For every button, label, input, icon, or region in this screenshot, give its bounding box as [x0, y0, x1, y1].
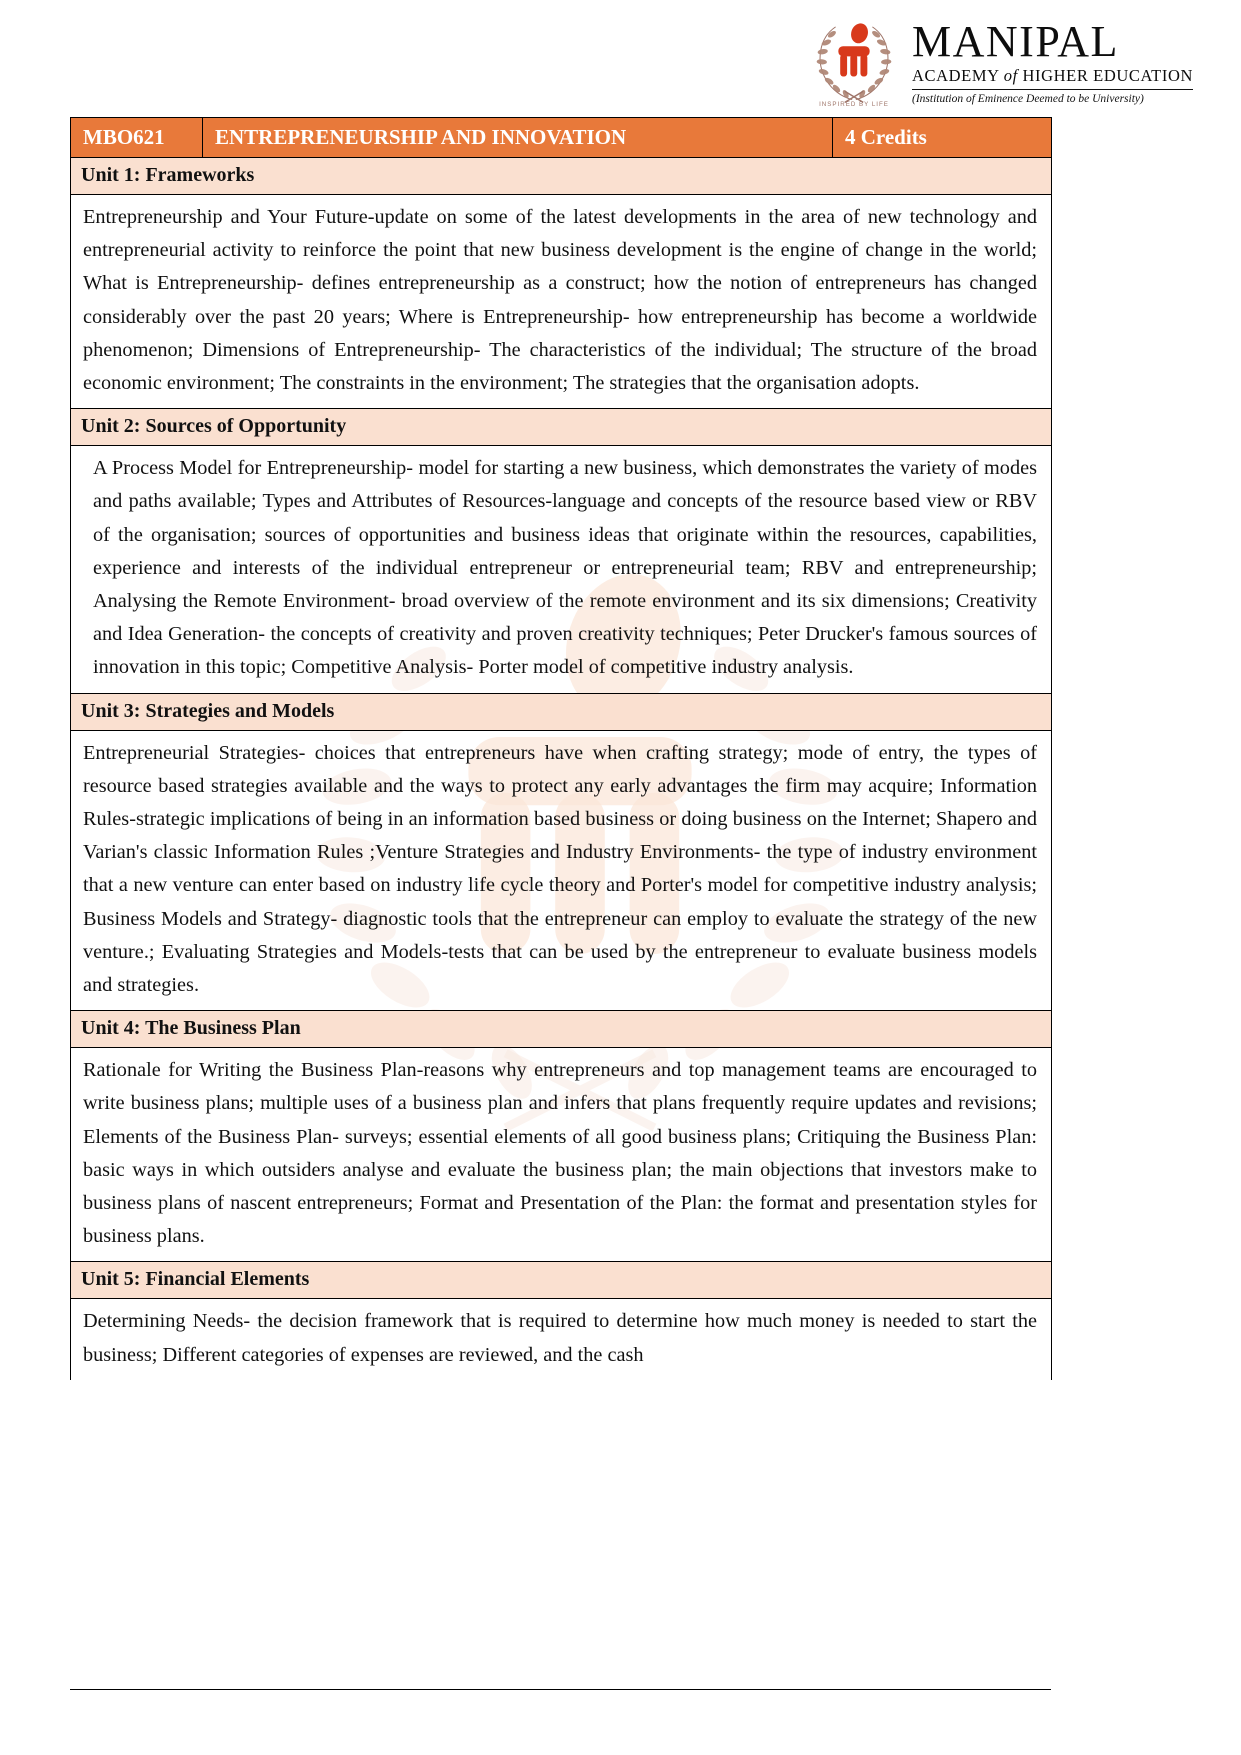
unit-heading-row: [71, 158, 1052, 195]
unit-body-row: [71, 446, 1052, 693]
unit-heading-row: [71, 1262, 1052, 1299]
logo-wordmark: MANIPAL: [912, 17, 1119, 66]
course-header-row: [71, 118, 1052, 158]
unit-body-row: [71, 1048, 1052, 1262]
logo-academy-line: [912, 66, 1193, 86]
unit-body-row: [71, 1299, 1052, 1380]
unit-heading-row: [71, 693, 1052, 730]
unit-heading-row: [71, 409, 1052, 446]
unit-body-row: [71, 195, 1052, 409]
logo-higher-education-word: HIGHER EDUCATION: [1022, 66, 1193, 85]
unit-heading-row: [71, 1011, 1052, 1048]
logo-of-word: of: [1003, 66, 1018, 85]
unit-3-heading: Unit 3: Strategies and Models: [71, 693, 1052, 730]
unit-5-heading: Unit 5: Financial Elements: [71, 1262, 1052, 1299]
unit-4-body: Rationale for Writing the Business Plan-reasons why entrepreneurs and top management teams are encouraged to write business plans; multiple uses of a business plan and infers that plans frequently require updates and revisions; Elements of the Business Plan- surveys; essential elements of all good business plans; Critiquing the Business Plan: basic ways in which outsiders analyse and evaluate the business plan; the main objections that investors make to business plans of nascent entrepreneurs; Format and Presentation of the Plan: the format and presentation styles for business plans.: [71, 1048, 1052, 1262]
unit-3-body: Entrepreneurial Strategies- choices that entrepreneurs have when crafting strategy; mode of entry, the types of resource based strategies available and the ways to protect any early advantages the firm may acquire; Information Rules-strategic implications of being in an information based business or doing business on the Internet; Shapero and Varian's classic Information Rules ;Venture Strategies and Industry Environments- the type of industry environment that a new venture can enter based on industry life cycle theory and Porter's model for competitive industry analysis; Business Models and Strategy- diagnostic tools that the entrepreneur can employ to evaluate the strategy of the new venture.; Evaluating Strategies and Models-tests that can be used by the entrepreneur to evaluate business models and strategies.: [71, 730, 1052, 1011]
course-title-cell: ENTREPRENEURSHIP AND INNOVATION: [203, 118, 833, 158]
syllabus-table: [70, 117, 1052, 1380]
unit-4-heading: Unit 4: The Business Plan: [71, 1011, 1052, 1048]
unit-1-heading: Unit 1: Frameworks: [71, 158, 1052, 195]
unit-5-body: Determining Needs- the decision framework that is required to determine how much money is needed to start the business; Different categories of expenses are reviewed, and the cash: [71, 1299, 1052, 1380]
page-bottom-border: [70, 1689, 1051, 1690]
logo-institution-line: (Institution of Eminence Deemed to be University): [912, 93, 1144, 105]
manipal-emblem-icon: [808, 14, 900, 106]
course-credits-cell: 4 Credits: [833, 118, 1052, 158]
logo-academy-word: ACADEMY: [912, 66, 1000, 85]
logo-divider: [912, 89, 1193, 90]
unit-body-row: [71, 730, 1052, 1011]
course-code-cell: MBO621: [71, 118, 203, 158]
logo-tagline: INSPIRED BY LIFE: [819, 101, 889, 108]
manipal-logo: [808, 14, 1193, 106]
unit-1-body: Entrepreneurship and Your Future-update on some of the latest developments in the area of new technology and entrepreneurial activity to reinforce the point that new business development is the engine of change in the world; What is Entrepreneurship- defines entrepreneurship as a construct; how the notion of entrepreneurs has changed considerably over the past 20 years; Where is Entrepreneurship- how entrepreneurship has become a worldwide phenomenon; Dimensions of Entrepreneurship- The characteristics of the individual; The structure of the broad economic environment; The constraints in the environment; The strategies that the organisation adopts.: [71, 195, 1052, 409]
logo-wordmark-block: [912, 14, 1193, 106]
unit-2-body: A Process Model for Entrepreneurship- model for starting a new business, which demonstrates the variety of modes and paths available; Types and Attributes of Resources-language and concepts of the resource based view or RBV of the organisation; sources of opportunities and business ideas that originate within the resources, capabilities, experience and interests of the individual entrepreneur or entrepreneurial team; RBV and entrepreneurship; Analysing the Remote Environment- broad overview of the remote environment and its six dimensions; Creativity and Idea Generation- the concepts of creativity and proven creativity techniques; Peter Drucker's famous sources of innovation in this topic; Competitive Analysis- Porter model of competitive industry analysis.: [71, 446, 1052, 693]
unit-2-heading: Unit 2: Sources of Opportunity: [71, 409, 1052, 446]
